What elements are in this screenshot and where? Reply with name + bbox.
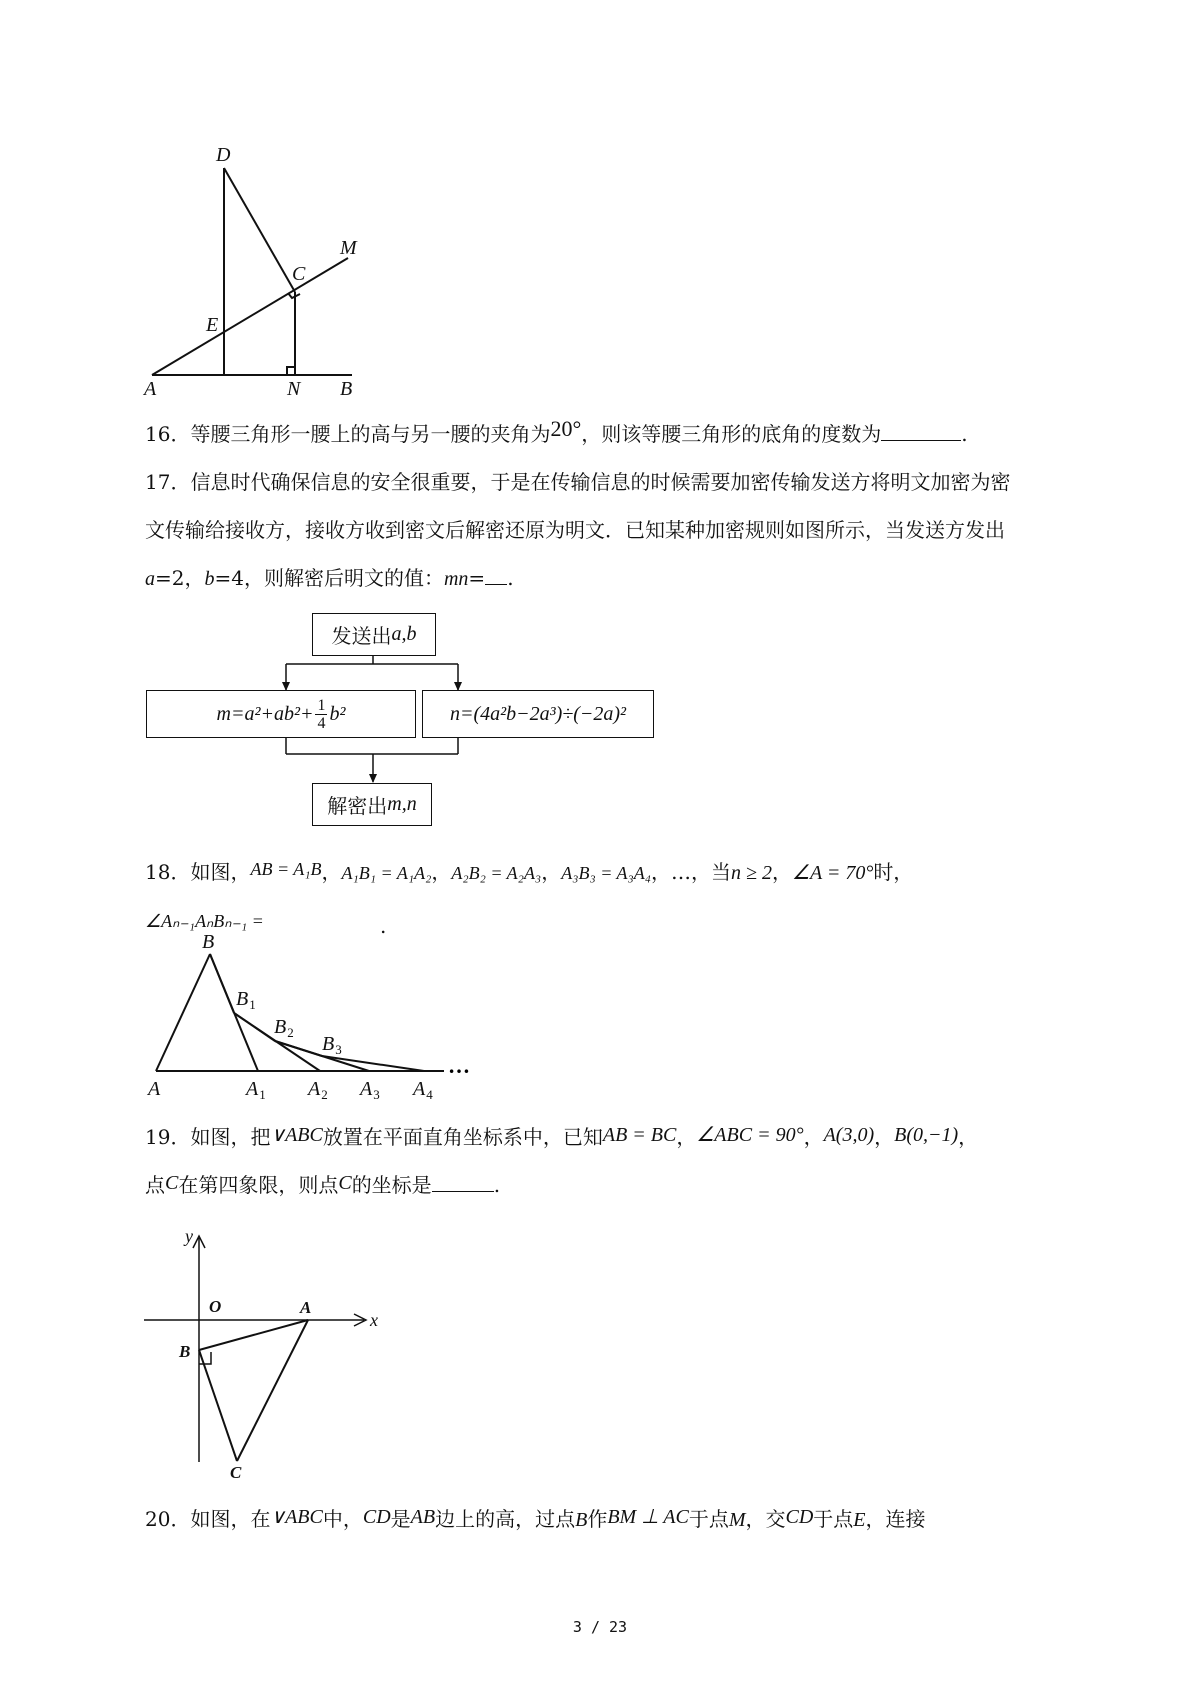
- question-text: 放置在平面直角坐标系中，已知: [322, 1125, 603, 1149]
- question-text: 信息时代确保信息的安全很重要，于是在传输信息的时候需要加密传输发送方将明文加密为密: [190, 470, 1011, 494]
- point-c: C: [165, 1172, 179, 1194]
- segment-cd: CD: [785, 1506, 814, 1528]
- condition-angle: ∠A = 70°: [792, 862, 874, 884]
- flowchart-start-box: [312, 613, 436, 656]
- condition-2: A₁B₁ = A₁A₂: [341, 863, 432, 883]
- question-text: ，连接: [865, 1507, 926, 1531]
- question-end: .: [493, 1173, 501, 1197]
- question-19-line-2: [145, 1173, 500, 1198]
- question-text: ，…，当: [651, 860, 732, 884]
- figure-19-coordinate-plane: [130, 1220, 400, 1480]
- question-20: [145, 1507, 926, 1532]
- question-text: 如图，把: [190, 1125, 271, 1149]
- question-16: [145, 416, 968, 446]
- flowchart-formula-n: [422, 690, 654, 738]
- separator: ，: [541, 860, 562, 884]
- condition-4: A₃B₃ = A₃A₄: [561, 863, 652, 883]
- label-A1: $A_1$: [246, 1078, 266, 1102]
- condition-1: AB = A₁B: [250, 859, 322, 879]
- flowchart-start-vars: a,b: [391, 623, 417, 645]
- question-17-line-3: [145, 566, 514, 591]
- question-text: 在第四象限，则点: [178, 1173, 339, 1197]
- question-number: 19．: [145, 1125, 191, 1149]
- separator: ，: [321, 860, 342, 884]
- axis-label-x: x: [370, 1310, 378, 1330]
- flowchart-end-text: 解密出: [327, 794, 388, 818]
- formula-m-tail: b²: [329, 702, 346, 725]
- continuation-dots: …: [448, 1053, 470, 1078]
- question-text: ，则该等腰三角形的底角的度数为: [581, 422, 882, 446]
- flowchart-end-vars: m,n: [387, 793, 417, 815]
- condition-2: ∠ABC = 90°: [696, 1124, 804, 1146]
- var-b: b: [204, 568, 215, 590]
- axis-label-y: y: [185, 1226, 193, 1246]
- label-A: A: [144, 378, 157, 400]
- question-text: 于点: [688, 1507, 729, 1531]
- question-18-line-1: [145, 860, 913, 885]
- flowchart-formula-m: [146, 690, 416, 738]
- question-text: 作: [587, 1507, 608, 1531]
- var-mn: mn: [443, 568, 469, 590]
- question-end: .: [507, 566, 514, 590]
- question-number: 18．: [145, 860, 191, 884]
- separator: ，: [772, 860, 793, 884]
- angle-expression: ∠Aₙ₋₁AₙBₙ₋₁ =: [145, 911, 264, 931]
- question-text: 是: [390, 1507, 411, 1531]
- label-B3: $B_3$: [322, 1033, 342, 1057]
- flowchart-end-box: [312, 783, 432, 826]
- label-A2: $A_2$: [308, 1078, 328, 1102]
- page-number: 3 / 23: [572, 1618, 628, 1636]
- label-C: C: [292, 263, 306, 285]
- label-N: N: [287, 378, 301, 400]
- condition-4: B(0,−1): [894, 1124, 959, 1146]
- question-text: 等腰三角形一腰上的高与另一腰的夹角为: [190, 422, 551, 446]
- label-A: A: [300, 1298, 312, 1317]
- label-E: E: [206, 314, 219, 336]
- formula-n: n=(4a²b−2a³)÷(−2a)²: [449, 702, 627, 725]
- segment-cd: CD: [362, 1506, 391, 1528]
- label-B: B: [202, 931, 215, 953]
- question-number: 17．: [145, 470, 191, 494]
- question-number: 20．: [145, 1507, 191, 1531]
- question-17-line-2: [145, 518, 1005, 542]
- fraction-denominator: 4: [317, 714, 326, 732]
- question-text: 点: [145, 1173, 165, 1197]
- separator: ，: [958, 1125, 979, 1149]
- label-B: B: [179, 1342, 191, 1361]
- question-19-line-1: [145, 1125, 978, 1150]
- formula-m: m=a²+ab²+: [216, 702, 314, 725]
- separator: ，: [676, 1125, 697, 1149]
- label-B1: $B_1$: [236, 988, 256, 1012]
- label-M: M: [340, 237, 357, 259]
- question-end: .: [380, 914, 387, 938]
- label-A3: $A_3$: [360, 1078, 380, 1102]
- condition-3: A₂B₂ = A₂A₃: [451, 863, 542, 883]
- question-text: 于点: [813, 1507, 854, 1531]
- segment-ab: AB: [410, 1506, 436, 1528]
- label-D: D: [216, 144, 231, 166]
- question-text: 边上的高，过点: [435, 1507, 576, 1531]
- fraction-one-quarter: [315, 697, 327, 732]
- point-m: M: [728, 1509, 746, 1531]
- question-end: .: [961, 422, 968, 446]
- point-c: C: [338, 1172, 352, 1194]
- separator: ，: [803, 1125, 824, 1149]
- question-text: 中，: [322, 1507, 363, 1531]
- figure-18: [140, 930, 500, 1105]
- answer-blank: [432, 1173, 494, 1192]
- label-B2: $B_2$: [274, 1016, 294, 1040]
- triangle-name: ∨ABC: [270, 1124, 323, 1146]
- question-text: 如图，: [190, 860, 251, 884]
- label-O: O: [209, 1297, 222, 1316]
- question-17-line-1: [145, 470, 1010, 494]
- condition-1: AB = BC: [602, 1124, 677, 1146]
- separator: ，: [874, 1125, 895, 1149]
- answer-blank: [485, 566, 507, 585]
- question-text: 文传输给接收方，接收方收到密文后解密还原为明文．已知某种加密规则如图所示，当发送方发出: [145, 518, 1005, 542]
- question-text: 如图，在: [190, 1507, 271, 1531]
- question-number: 16．: [145, 422, 191, 446]
- label-A4: $A_4$: [413, 1078, 433, 1102]
- question-text: =: [468, 566, 486, 590]
- perpendicular-bm-ac: BM ⊥ AC: [607, 1506, 689, 1528]
- label-A: A: [148, 1078, 161, 1100]
- label-C: C: [230, 1463, 242, 1480]
- condition-3: A(3,0): [823, 1124, 875, 1146]
- question-text: =4，则解密后明文的值：: [214, 566, 444, 590]
- condition-n: n ≥ 2: [731, 862, 773, 884]
- angle-value: 20°: [550, 416, 582, 441]
- question-text: =2，: [155, 566, 205, 590]
- answer-blank: [881, 422, 961, 441]
- point-e: E: [853, 1509, 866, 1531]
- label-B: B: [340, 378, 353, 400]
- question-text: 时，: [873, 860, 914, 884]
- separator: ，: [431, 860, 452, 884]
- question-text: ，交: [745, 1507, 786, 1531]
- triangle-name: ∨ABC: [270, 1506, 323, 1528]
- point-b: B: [575, 1509, 588, 1531]
- fraction-numerator: 1: [317, 696, 326, 714]
- var-a: a: [145, 568, 155, 590]
- figure-15: [130, 135, 380, 400]
- flowchart-start-text: 发送出: [331, 624, 392, 648]
- question-text: 的坐标是: [351, 1173, 432, 1197]
